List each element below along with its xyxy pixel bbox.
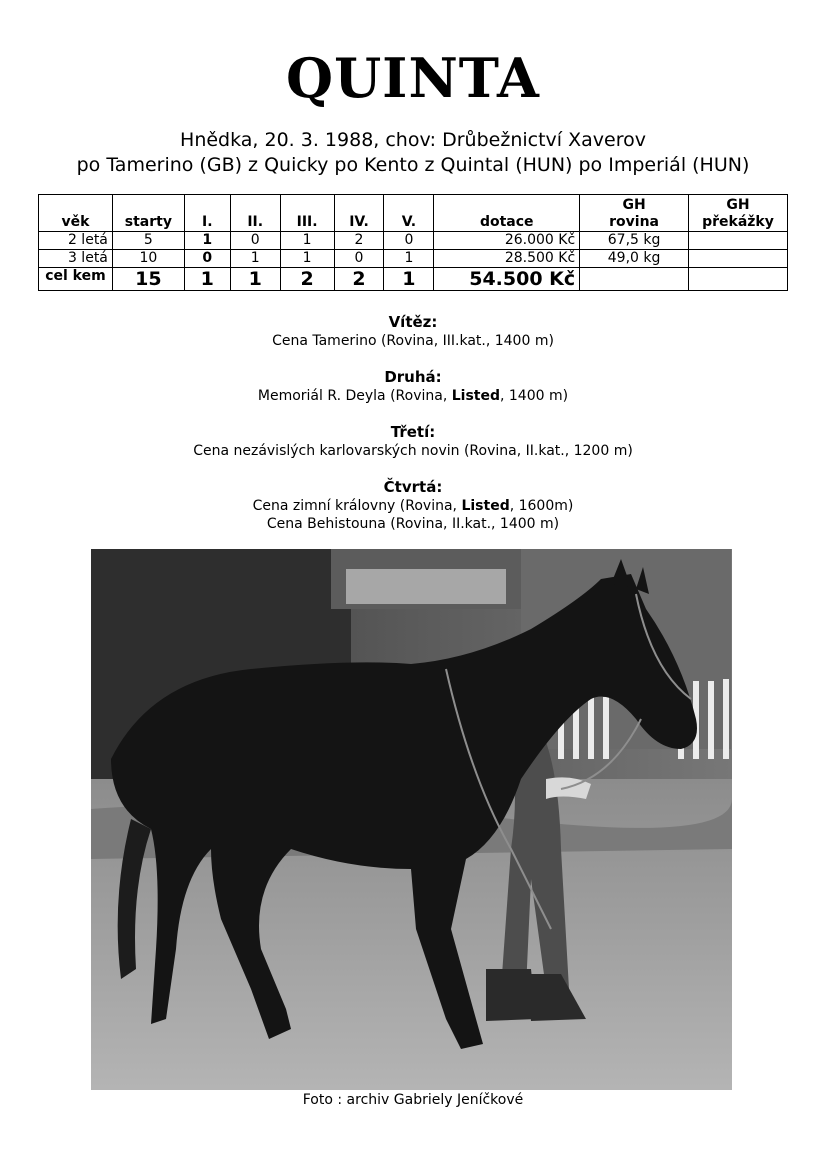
header-place-3: III.	[280, 195, 334, 232]
section-ctvrta	[0, 478, 826, 533]
section-heading: Čtvrtá:	[383, 478, 443, 496]
header-place-2: II.	[230, 195, 280, 232]
race-entry-listed: Listed	[451, 388, 500, 404]
race-entry-text: , 1400 m)	[500, 388, 569, 404]
cell-gh-rovina: 49,0 kg	[580, 250, 689, 268]
header-gh-rovina-line1: GH	[622, 197, 646, 213]
cell-vek: 3 letá	[39, 250, 113, 268]
total-gh-prekazky	[688, 268, 787, 291]
race-entry-text: Memoriál R. Deyla (Rovina,	[257, 388, 452, 404]
header-place-1: I.	[184, 195, 230, 232]
race-entry: Cena nezávislých karlovarských novin (Rovina, II.kat., 1200 m)	[193, 443, 633, 459]
cell-starty: 10	[112, 250, 184, 268]
horse-pedigree: po Tamerino (GB) z Quicky po Kento z Quintal (HUN) po Imperiál (HUN)	[76, 154, 750, 176]
total-place-5: 1	[384, 268, 434, 291]
cell-dotace: 28.500 Kč	[434, 250, 580, 268]
horse-description: Hnědka, 20. 3. 1988, chov: Drůbežnictví Xaverov	[180, 129, 646, 151]
cell-vek: 2 letá	[39, 232, 113, 250]
header-place-4: IV.	[334, 195, 384, 232]
total-place-3: 2	[280, 268, 334, 291]
cell-place-2: 0	[230, 232, 280, 250]
cell-place-4: 2	[334, 232, 384, 250]
race-entry-listed: Listed	[461, 498, 510, 514]
race-entry-text: Cena zimní královny (Rovina,	[252, 498, 462, 514]
cell-place-5: 0	[384, 232, 434, 250]
cell-place-1: 1	[184, 232, 230, 250]
header-gh-rovina	[580, 195, 689, 232]
horse-photo	[91, 549, 732, 1090]
table-row	[39, 250, 788, 268]
section-heading: Druhá:	[384, 368, 442, 386]
header-dotace: dotace	[434, 195, 580, 232]
cell-place-1: 0	[184, 250, 230, 268]
section-druha	[0, 368, 826, 405]
cell-dotace: 26.000 Kč	[434, 232, 580, 250]
section-heading: Třetí:	[390, 423, 436, 441]
cell-place-3: 1	[280, 250, 334, 268]
total-gh-rovina	[580, 268, 689, 291]
cell-gh-prekazky	[688, 250, 787, 268]
page-title: QUINTA	[286, 46, 540, 110]
header-gh-prekazky-line2: překážky	[702, 214, 774, 230]
section-vitez	[0, 313, 826, 350]
header-vek: věk	[39, 195, 113, 232]
cell-gh-prekazky	[688, 232, 787, 250]
race-statistics-table	[38, 194, 788, 291]
race-entry: Cena Behistouna (Rovina, II.kat., 1400 m)	[266, 516, 560, 532]
race-entry	[0, 387, 826, 405]
race-entry	[0, 497, 826, 515]
horse-photo-image	[91, 549, 732, 1090]
cell-gh-rovina: 67,5 kg	[580, 232, 689, 250]
header-gh-prekazky-line1: GH	[726, 197, 750, 213]
total-dotace: 54.500 Kč	[434, 268, 580, 291]
cell-place-5: 1	[384, 250, 434, 268]
total-place-2: 1	[230, 268, 280, 291]
total-place-4: 2	[334, 268, 384, 291]
total-starty: 15	[112, 268, 184, 291]
cell-place-4: 0	[334, 250, 384, 268]
table-header-row	[39, 195, 788, 232]
header-gh-prekazky	[688, 195, 787, 232]
section-heading: Vítěz:	[388, 313, 438, 331]
race-entry: Cena Tamerino (Rovina, III.kat., 1400 m)	[272, 333, 554, 349]
total-label: cel kem	[39, 268, 113, 291]
cell-place-2: 1	[230, 250, 280, 268]
race-entry-text: , 1600m)	[509, 498, 574, 514]
section-treti	[0, 423, 826, 460]
table-total-row	[39, 268, 788, 291]
header-starty: starty	[112, 195, 184, 232]
header-place-5: V.	[384, 195, 434, 232]
header-gh-rovina-line2: rovina	[609, 214, 659, 230]
total-place-1: 1	[184, 268, 230, 291]
photo-caption: Foto : archiv Gabriely Jeníčkové	[302, 1092, 524, 1108]
cell-place-3: 1	[280, 232, 334, 250]
table-row	[39, 232, 788, 250]
cell-starty: 5	[112, 232, 184, 250]
